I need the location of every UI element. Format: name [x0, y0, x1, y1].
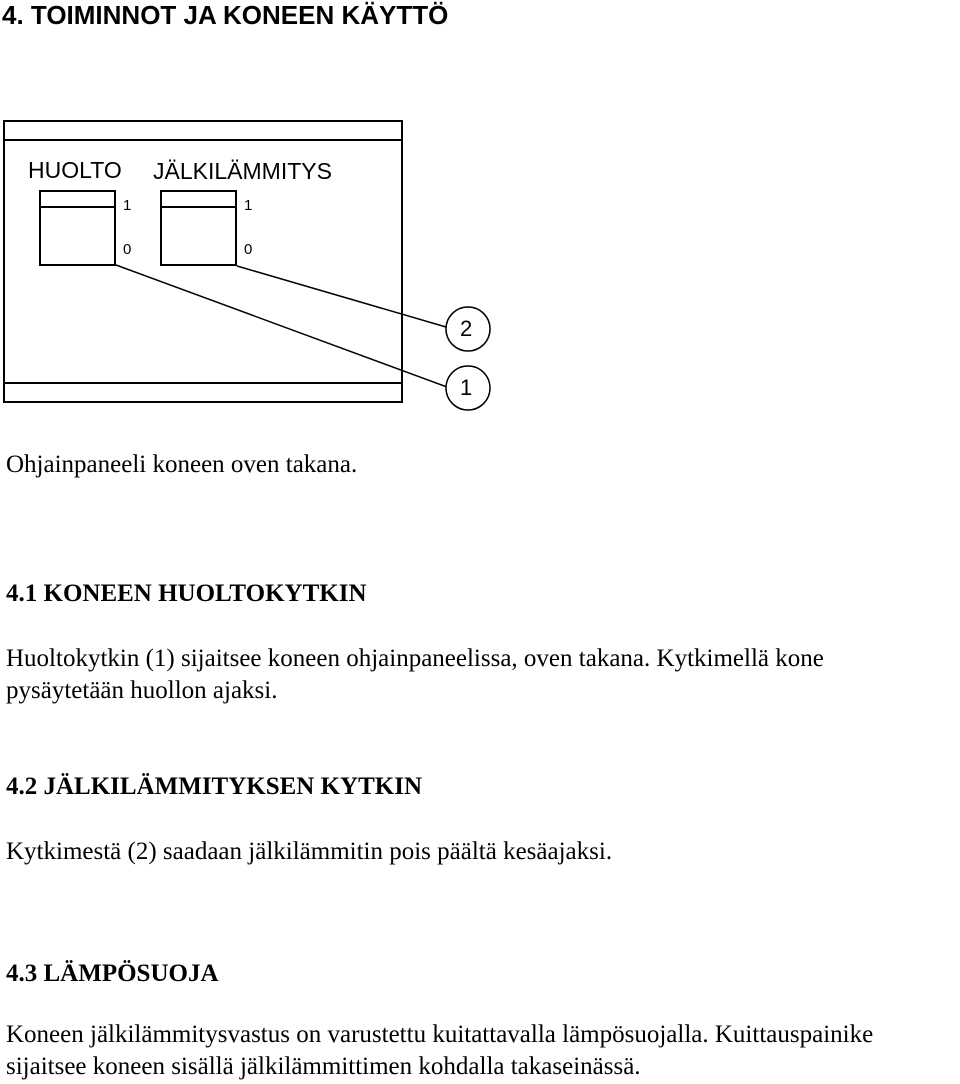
- jalkilammitys-label: JÄLKILÄMMITYS: [153, 158, 332, 184]
- diagram-caption: Ohjainpaneeli koneen oven takana.: [6, 451, 358, 478]
- jalkilammitys-switch: [161, 191, 236, 265]
- page-heading: 4. TOIMINNOT JA KONEEN KÄYTTÖ: [2, 0, 449, 30]
- huolto-on-mark: 1: [123, 197, 132, 214]
- leader-line-2: [237, 266, 446, 327]
- jalkilammitys-off-mark: 0: [244, 241, 253, 258]
- huolto-off-mark: 0: [123, 241, 132, 258]
- section-title-4-1: 4.1 KONEEN HUOLTOKYTKIN: [6, 580, 367, 607]
- callout-label-1: 1: [460, 375, 473, 400]
- callout-label-2: 2: [460, 316, 473, 341]
- jalkilammitys-on-mark: 1: [244, 197, 253, 214]
- control-panel-drawing: [0, 0, 960, 440]
- leader-line-1: [116, 265, 447, 387]
- section-title-4-3: 4.3 LÄMPÖSUOJA: [6, 960, 219, 987]
- section-4-3-line-2: sijaitsee koneen sisällä jälkilämmittimen kohdalla takaseinässä.: [6, 1053, 641, 1080]
- section-4-1-line-1: Huoltokytkin (1) sijaitsee koneen ohjainpaneelissa, oven takana. Kytkimellä kone: [6, 645, 824, 672]
- section-title-4-2: 4.2 JÄLKILÄMMITYKSEN KYTKIN: [6, 773, 423, 800]
- section-4-1-line-2: pysäytetään huollon ajaksi.: [6, 677, 278, 704]
- huolto-label: HUOLTO: [28, 157, 122, 183]
- section-4-3-line-1: Koneen jälkilämmitysvastus on varustettu kuitattavalla lämpösuojalla. Kuittauspainike: [6, 1021, 874, 1048]
- huolto-switch: [40, 191, 115, 265]
- section-4-2-line-1: Kytkimestä (2) saadaan jälkilämmitin pois päältä kesäajaksi.: [6, 838, 613, 865]
